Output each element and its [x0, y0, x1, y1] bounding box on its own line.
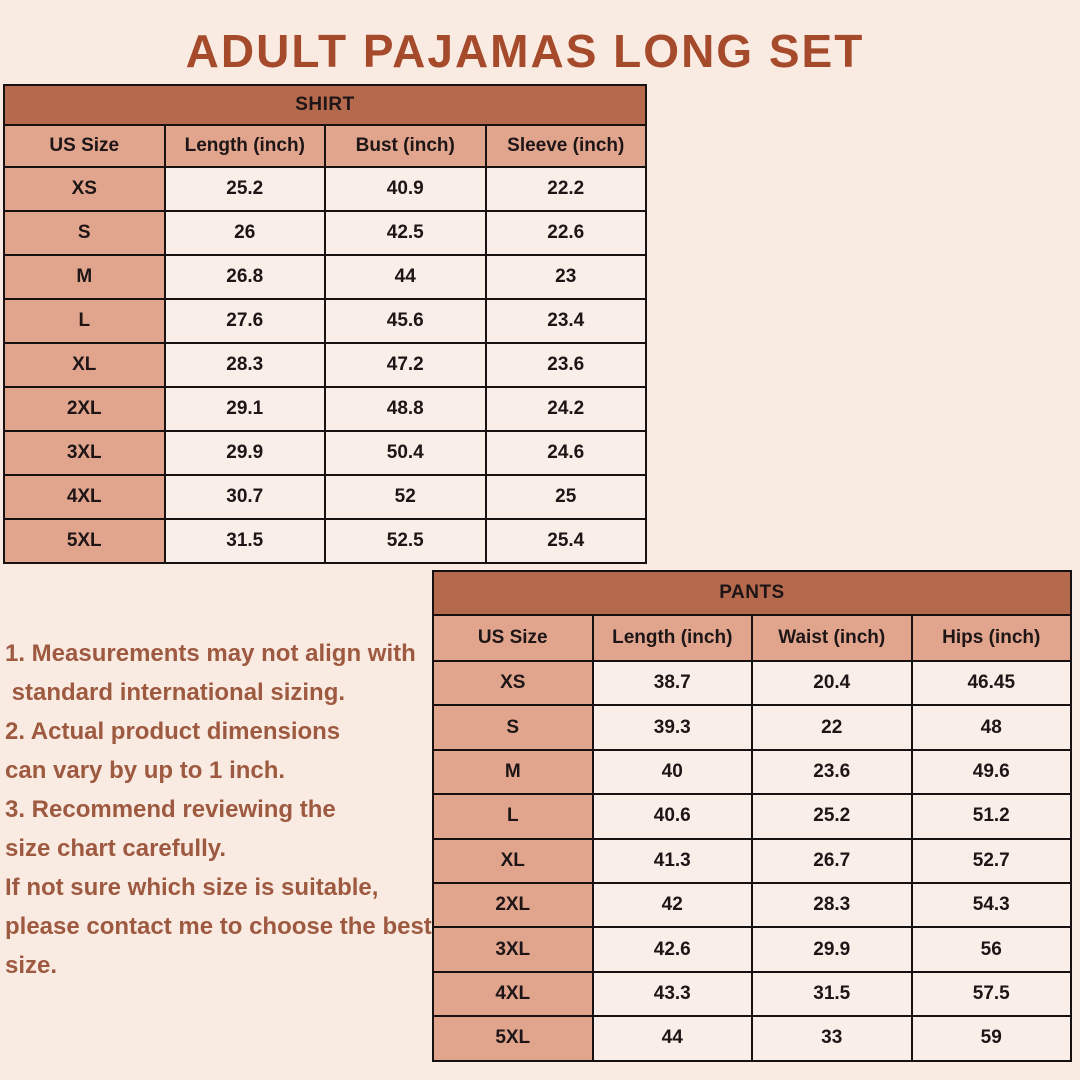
measurement-cell: 40 — [593, 750, 753, 794]
measurement-cell: 27.6 — [165, 299, 326, 343]
measurement-cell: 44 — [593, 1016, 753, 1060]
measurement-cell: 22.6 — [486, 211, 647, 255]
shirt-size-table — [3, 84, 647, 564]
size-cell: 5XL — [4, 519, 165, 563]
measurement-cell: 29.9 — [165, 431, 326, 475]
measurement-cell: 20.4 — [752, 661, 912, 705]
table-row — [4, 299, 646, 343]
note-line: 3. Recommend reviewing the — [5, 796, 336, 823]
measurement-cell: 31.5 — [165, 519, 326, 563]
note-line: 1. Measurements may not align with — [5, 640, 416, 667]
size-cell: 2XL — [4, 387, 165, 431]
pants-table-body — [433, 661, 1071, 1061]
size-cell: XL — [433, 839, 593, 883]
table-row — [433, 972, 1071, 1016]
measurement-cell: 59 — [912, 1016, 1072, 1060]
table-row — [433, 750, 1071, 794]
pants-size-table — [432, 570, 1072, 1062]
measurement-cell: 45.6 — [325, 299, 486, 343]
measurement-cell: 25.2 — [752, 794, 912, 838]
table-row — [433, 661, 1071, 705]
table-row — [4, 211, 646, 255]
note-line: size chart carefully. — [5, 835, 226, 862]
measurement-cell: 29.1 — [165, 387, 326, 431]
column-header: Hips (inch) — [912, 615, 1072, 661]
measurement-cell: 49.6 — [912, 750, 1072, 794]
measurement-cell: 23.6 — [752, 750, 912, 794]
column-header: US Size — [4, 125, 165, 167]
measurement-cell: 25 — [486, 475, 647, 519]
table-row — [4, 431, 646, 475]
column-header: Sleeve (inch) — [486, 125, 647, 167]
measurement-cell: 44 — [325, 255, 486, 299]
measurement-cell: 52.5 — [325, 519, 486, 563]
pants-column-header-row — [433, 615, 1071, 661]
measurement-cell: 42 — [593, 883, 753, 927]
table-row — [433, 839, 1071, 883]
note-line: standard international sizing. — [5, 679, 346, 706]
note-line: 2. Actual product dimensions — [5, 718, 341, 745]
table-row — [433, 794, 1071, 838]
size-cell: M — [433, 750, 593, 794]
shirt-column-header-row — [4, 125, 646, 167]
measurement-cell: 26.8 — [165, 255, 326, 299]
measurement-cell: 29.9 — [752, 927, 912, 971]
measurement-cell: 43.3 — [593, 972, 753, 1016]
column-header: Length (inch) — [593, 615, 753, 661]
pants-table-header-row — [433, 571, 1071, 615]
size-cell: 4XL — [4, 475, 165, 519]
pants-table-title: PANTS — [433, 571, 1071, 615]
measurement-cell: 54.3 — [912, 883, 1072, 927]
measurement-cell: 42.5 — [325, 211, 486, 255]
table-row — [4, 343, 646, 387]
measurement-cell: 23.4 — [486, 299, 647, 343]
measurement-cell: 22 — [752, 705, 912, 749]
table-row — [433, 1016, 1071, 1060]
size-cell: L — [433, 794, 593, 838]
measurement-cell: 24.6 — [486, 431, 647, 475]
measurement-cell: 41.3 — [593, 839, 753, 883]
measurement-cell: 39.3 — [593, 705, 753, 749]
size-cell: 2XL — [433, 883, 593, 927]
page-title: ADULT PAJAMAS LONG SET — [185, 25, 865, 77]
column-header: Length (inch) — [165, 125, 326, 167]
measurement-cell: 52 — [325, 475, 486, 519]
column-header: Bust (inch) — [325, 125, 486, 167]
measurement-cell: 51.2 — [912, 794, 1072, 838]
notes-block — [5, 634, 465, 985]
measurement-cell: 57.5 — [912, 972, 1072, 1016]
column-header: US Size — [433, 615, 593, 661]
column-header: Waist (inch) — [752, 615, 912, 661]
size-cell: 3XL — [4, 431, 165, 475]
table-row — [4, 255, 646, 299]
measurement-cell: 48.8 — [325, 387, 486, 431]
measurement-cell: 46.45 — [912, 661, 1072, 705]
measurement-cell: 25.2 — [165, 167, 326, 211]
measurement-cell: 56 — [912, 927, 1072, 971]
table-row — [433, 705, 1071, 749]
size-cell: XS — [4, 167, 165, 211]
table-row — [4, 475, 646, 519]
measurement-cell: 28.3 — [752, 883, 912, 927]
measurement-cell: 30.7 — [165, 475, 326, 519]
shirt-table-header-row — [4, 85, 646, 125]
size-cell: M — [4, 255, 165, 299]
measurement-cell: 48 — [912, 705, 1072, 749]
size-cell: L — [4, 299, 165, 343]
measurement-cell: 38.7 — [593, 661, 753, 705]
table-row — [433, 883, 1071, 927]
measurement-cell: 23 — [486, 255, 647, 299]
table-row — [433, 927, 1071, 971]
table-row — [4, 167, 646, 211]
size-cell: XS — [433, 661, 593, 705]
measurement-cell: 40.6 — [593, 794, 753, 838]
size-cell: 3XL — [433, 927, 593, 971]
note-line: If not sure which size is suitable, — [5, 874, 379, 901]
size-cell: 4XL — [433, 972, 593, 1016]
measurement-cell: 40.9 — [325, 167, 486, 211]
measurement-cell: 31.5 — [752, 972, 912, 1016]
measurement-cell: 24.2 — [486, 387, 647, 431]
measurement-cell: 50.4 — [325, 431, 486, 475]
shirt-table-title: SHIRT — [4, 85, 646, 125]
table-row — [4, 387, 646, 431]
measurement-cell: 52.7 — [912, 839, 1072, 883]
measurement-cell: 26.7 — [752, 839, 912, 883]
measurement-cell: 26 — [165, 211, 326, 255]
size-cell: S — [433, 705, 593, 749]
table-row — [4, 519, 646, 563]
measurement-cell: 47.2 — [325, 343, 486, 387]
measurement-cell: 22.2 — [486, 167, 647, 211]
measurement-cell: 25.4 — [486, 519, 647, 563]
size-cell: 5XL — [433, 1016, 593, 1060]
note-line: please contact me to choose the best size. — [5, 913, 439, 979]
shirt-table-body — [4, 167, 646, 563]
measurement-cell: 23.6 — [486, 343, 647, 387]
size-cell: S — [4, 211, 165, 255]
measurement-cell: 28.3 — [165, 343, 326, 387]
measurement-cell: 33 — [752, 1016, 912, 1060]
note-line: can vary by up to 1 inch. — [5, 757, 286, 784]
size-cell: XL — [4, 343, 165, 387]
measurement-cell: 42.6 — [593, 927, 753, 971]
